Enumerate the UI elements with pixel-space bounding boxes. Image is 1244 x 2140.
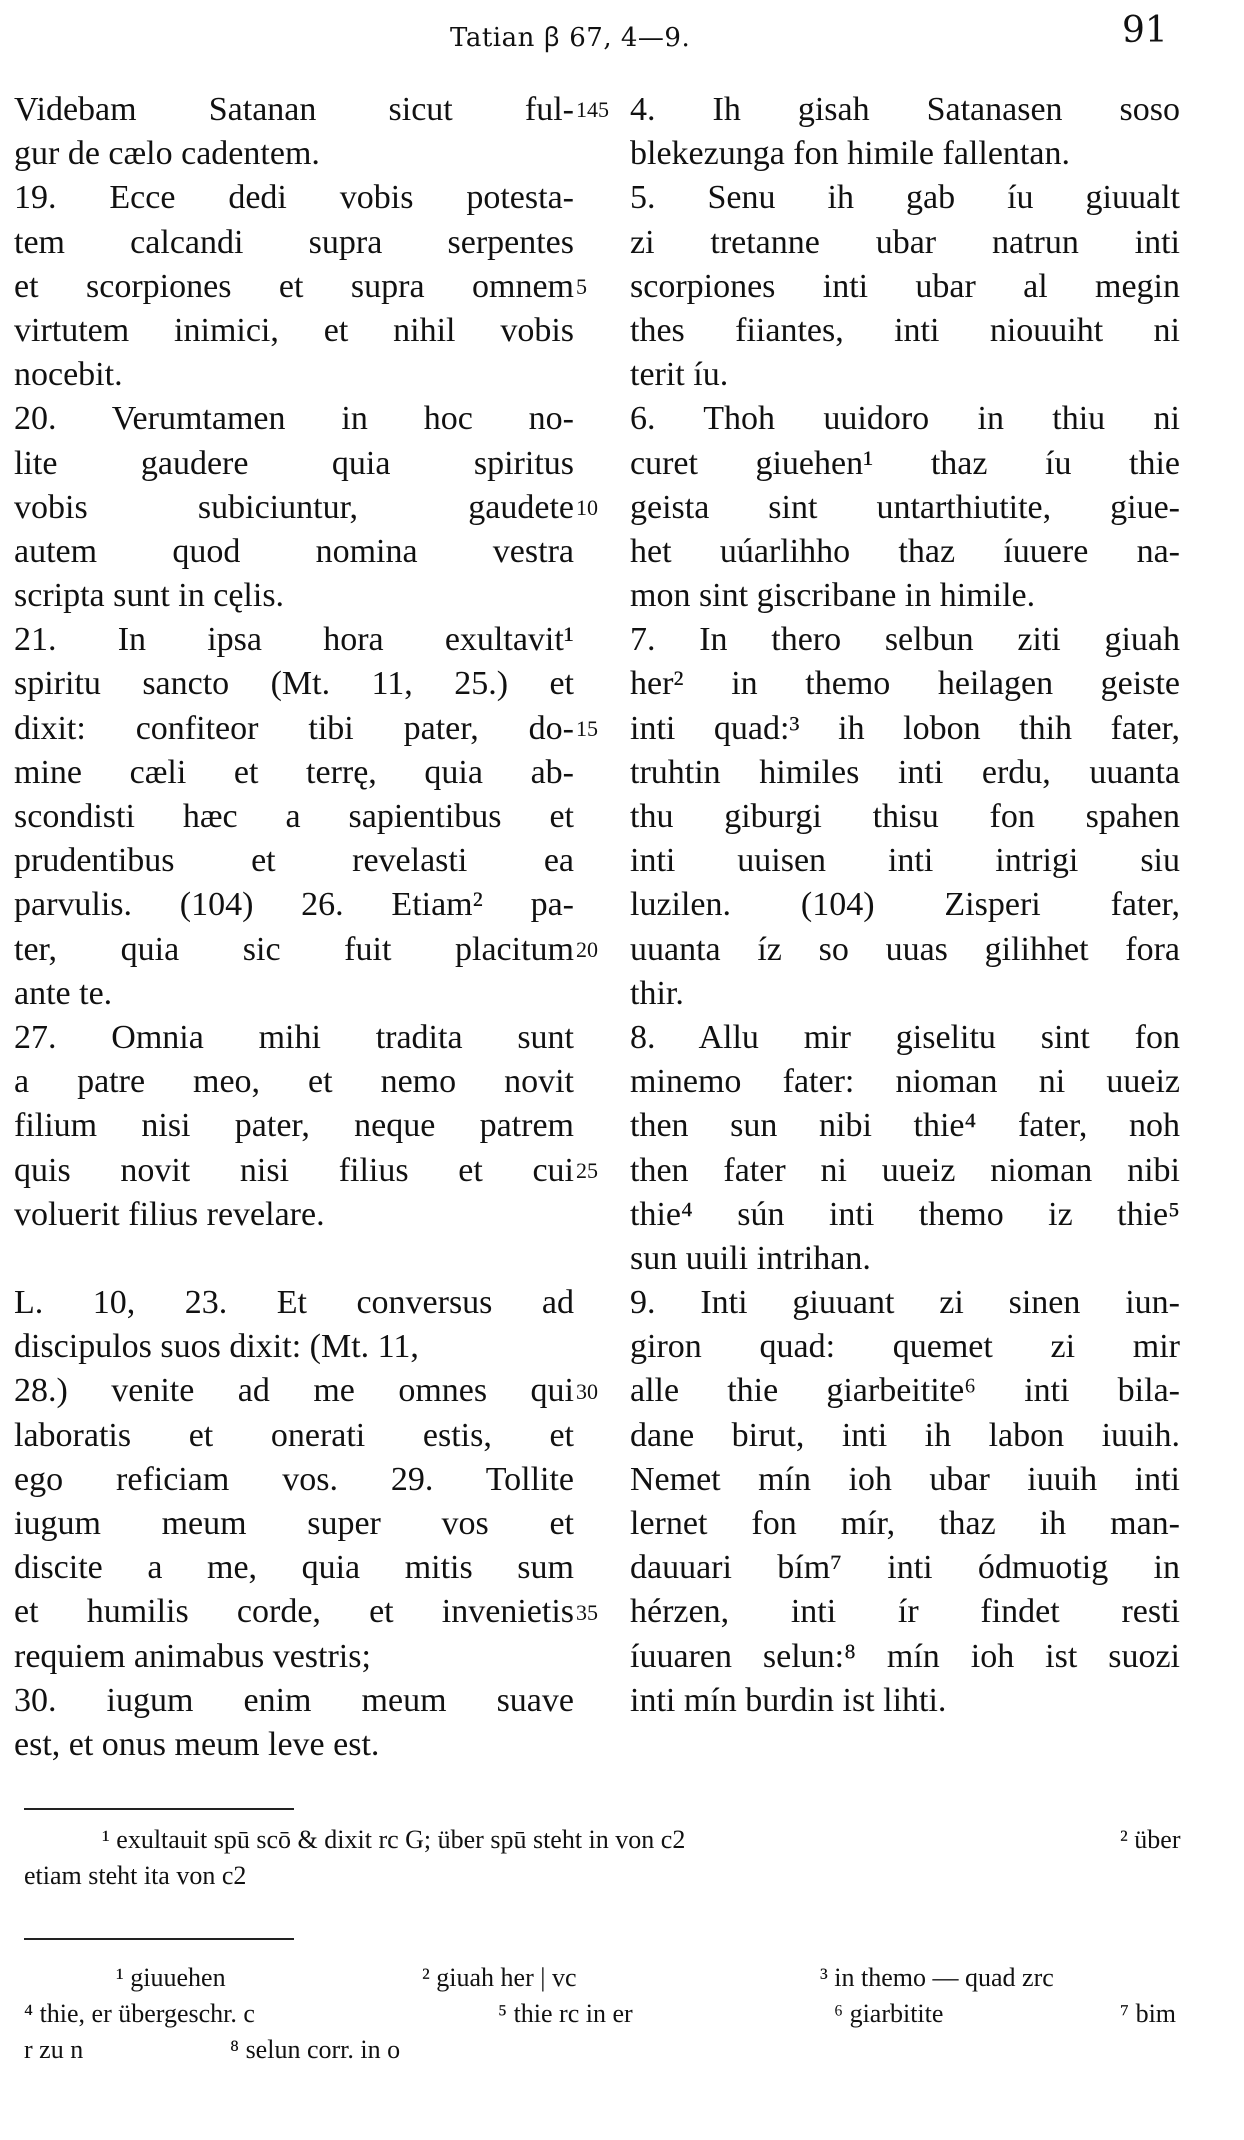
- text-line: alle thie giarbeitite⁶ inti bila-: [630, 1372, 1180, 1410]
- text-line: lite gaudere quia spiritus: [14, 444, 574, 482]
- footnote: ¹ exultauit spū scō & dixit rc G; über spū steht in von c2: [102, 1825, 686, 1854]
- text-line: thu giburgi thisu fon spahen: [630, 798, 1180, 835]
- text-line: vobis subiciuntur, gaudete: [14, 488, 574, 526]
- text-line: 5. Senu ih gab íu giuualt: [630, 179, 1180, 217]
- footnote: ⁸ selun corr. in o: [230, 2035, 401, 2064]
- footnote: ¹ giuuehen: [116, 1963, 226, 1992]
- text-line: quis novit nisi filius et cui: [14, 1151, 574, 1189]
- text-line: lernet fon mír, thaz ih man-: [630, 1505, 1180, 1542]
- text-line: requiem animabus vestris;: [14, 1637, 371, 1675]
- text-line: 21. In ipsa hora exultavit¹: [14, 621, 574, 659]
- text-line: sun uuili intrihan.: [630, 1239, 871, 1277]
- text-line: voluerit filius revelare.: [14, 1195, 325, 1233]
- line-number: 5: [576, 274, 587, 299]
- text-line: discipulos suos dixit: (Mt. 11,: [14, 1328, 419, 1366]
- text-line: mon sint giscribane in himile.: [630, 577, 1036, 615]
- text-line: dixit: confiteor tibi pater, do-: [14, 709, 574, 747]
- text-line: nocebit.: [14, 356, 123, 394]
- footnote: ² über: [1120, 1825, 1181, 1854]
- text-line: 4. Ih gisah Satanasen soso: [630, 91, 1180, 128]
- text-line: laboratis et onerati estis, et: [14, 1416, 574, 1454]
- text-line: minemo fater: nioman ni uueiz: [630, 1063, 1180, 1101]
- line-number: 10: [576, 495, 598, 520]
- footnote: ⁵ thie rc in er: [498, 1999, 633, 2028]
- text-line: inti mín burdin ist lihti.: [630, 1681, 947, 1719]
- text-line: hérzen, inti ír findet resti: [630, 1593, 1180, 1631]
- text-line: inti uuisen inti intrigi siu: [630, 842, 1180, 880]
- text-line: geista sint untarthiutite, giue-: [630, 488, 1180, 526]
- text-line: mine cæli et terrę, quia ab-: [14, 753, 574, 791]
- text-line: prudentibus et revelasti ea: [14, 842, 574, 880]
- line-number: 145: [576, 97, 609, 122]
- page-number: 91: [1122, 10, 1168, 51]
- text-line: scripta sunt in cęlis.: [14, 577, 285, 615]
- text-line: thes fiiantes, inti niouuiht ni: [630, 311, 1180, 349]
- text-line: blekezunga fon himile fallentan.: [630, 135, 1070, 173]
- footnote-line: [20, 1858, 1220, 1894]
- footnote-line: [20, 1960, 1220, 1996]
- text-line: her² in themo heilagen geiste: [630, 665, 1180, 703]
- footnotes-german: [20, 1960, 1220, 2068]
- text-line: scondisti hæc a sapientibus et: [14, 798, 574, 835]
- text-line: Videbam Satanan sicut ful-: [14, 91, 574, 128]
- text-line: zi tretanne ubar natrun inti: [630, 223, 1180, 261]
- footnote-line: [20, 1996, 1220, 2032]
- text-line: gur de cælo cadentem.: [14, 135, 320, 173]
- line-number: 20: [576, 937, 598, 962]
- text-line: 30. iugum enim meum suave: [14, 1681, 574, 1719]
- footnote: ² giuah her | vc: [422, 1963, 577, 1992]
- page-header: [0, 10, 1244, 66]
- footnote: ⁴ thie, er übergeschr. c: [24, 1999, 255, 2028]
- text-line: tem calcandi supra serpentes: [14, 223, 574, 261]
- text-line: 19. Ecce dedi vobis potesta-: [14, 179, 574, 217]
- footnote: ⁷ bim: [1120, 1999, 1177, 2028]
- text-line: thie⁴ sún inti themo iz thie⁵: [630, 1195, 1180, 1233]
- text-line: a patre meo, et nemo novit: [14, 1063, 574, 1101]
- text-line: L. 10, 23. Et conversus ad: [14, 1284, 574, 1322]
- text-line: 28.) venite ad me omnes qui: [14, 1372, 574, 1410]
- text-line: est, et onus meum leve est.: [14, 1725, 380, 1763]
- footnote: etiam steht ita von c2: [24, 1861, 247, 1890]
- text-line: uuanta íz so uuas gilihhet fora: [630, 930, 1180, 968]
- text-line: et humilis corde, et invenietis: [14, 1593, 574, 1631]
- text-line: ego reficiam vos. 29. Tollite: [14, 1460, 574, 1498]
- footnote-rule: [24, 1938, 294, 1940]
- text-line: discite a me, quia mitis sum: [14, 1549, 574, 1587]
- text-line: Nemet mín ioh ubar iuuih inti: [630, 1460, 1180, 1498]
- text-line: parvulis. (104) 26. Etiam² pa-: [14, 886, 574, 924]
- footnote: ³ in themo — quad zrc: [820, 1963, 1054, 1992]
- latin-column: [14, 88, 574, 1767]
- running-head: Tatian ꞵ 67, 4—9.: [450, 23, 691, 53]
- line-number: 35: [576, 1600, 598, 1625]
- footnote: ⁶ giarbitite: [834, 1999, 944, 2028]
- text-line: truhtin himiles inti erdu, uuanta: [630, 753, 1180, 791]
- text-line: terit íu.: [630, 356, 729, 394]
- text-line: spiritu sancto (Mt. 11, 25.) et: [14, 665, 574, 703]
- text-line: inti quad:³ ih lobon thih fater,: [630, 709, 1180, 747]
- text-line: giron quad: quemet zi mir: [630, 1328, 1180, 1366]
- text-line: autem quod nomina vestra: [14, 532, 574, 570]
- text-line: [14, 1237, 574, 1281]
- footnote: r zu n: [24, 2035, 84, 2064]
- text-line: et scorpiones et supra omnem: [14, 267, 574, 305]
- text-line: 20. Verumtamen in hoc no-: [14, 400, 574, 438]
- line-number: 25: [576, 1158, 598, 1183]
- text-line: scorpiones inti ubar al megin: [630, 267, 1180, 305]
- line-number: 15: [576, 716, 598, 741]
- text-line: then sun nibi thie⁴ fater, noh: [630, 1107, 1180, 1145]
- text-line: het uúarlihho thaz íuuere na-: [630, 532, 1180, 570]
- text-line: then fater ni uueiz nioman nibi: [630, 1151, 1180, 1189]
- text-line: 27. Omnia mihi tradita sunt: [14, 1018, 574, 1056]
- footnote-rule: [24, 1808, 294, 1810]
- line-number: 30: [576, 1379, 598, 1404]
- text-line: dauuari bím⁷ inti ódmuotig in: [630, 1549, 1180, 1587]
- text-line: 9. Inti giuuant zi sinen iun-: [630, 1284, 1180, 1322]
- text-line: 6. Thoh uuidoro in thiu ni: [630, 400, 1180, 438]
- footnote-line: [20, 2032, 1220, 2068]
- text-line: thir.: [630, 974, 684, 1012]
- text-line: íuuaren selun:⁸ mín ioh ist suozi: [630, 1637, 1180, 1675]
- text-line: ter, quia sic fuit placitum: [14, 930, 574, 968]
- text-line: curet giuehen¹ thaz íu thie: [630, 444, 1180, 482]
- footnote-line: [20, 1822, 1220, 1858]
- text-line: filium nisi pater, neque patrem: [14, 1107, 574, 1145]
- text-line: 7. In thero selbun ziti giuah: [630, 621, 1180, 659]
- footnotes-latin: [20, 1822, 1220, 1894]
- text-line: 8. Allu mir giselitu sint fon: [630, 1018, 1180, 1056]
- text-line: virtutem inimici, et nihil vobis: [14, 311, 574, 349]
- text-line: ante te.: [14, 974, 113, 1012]
- text-line: luzilen. (104) Zisperi fater,: [630, 886, 1180, 924]
- german-column: [630, 88, 1180, 1723]
- text-line: iugum meum super vos et: [14, 1505, 574, 1542]
- text-line: dane birut, inti ih labon iuuih.: [630, 1416, 1180, 1454]
